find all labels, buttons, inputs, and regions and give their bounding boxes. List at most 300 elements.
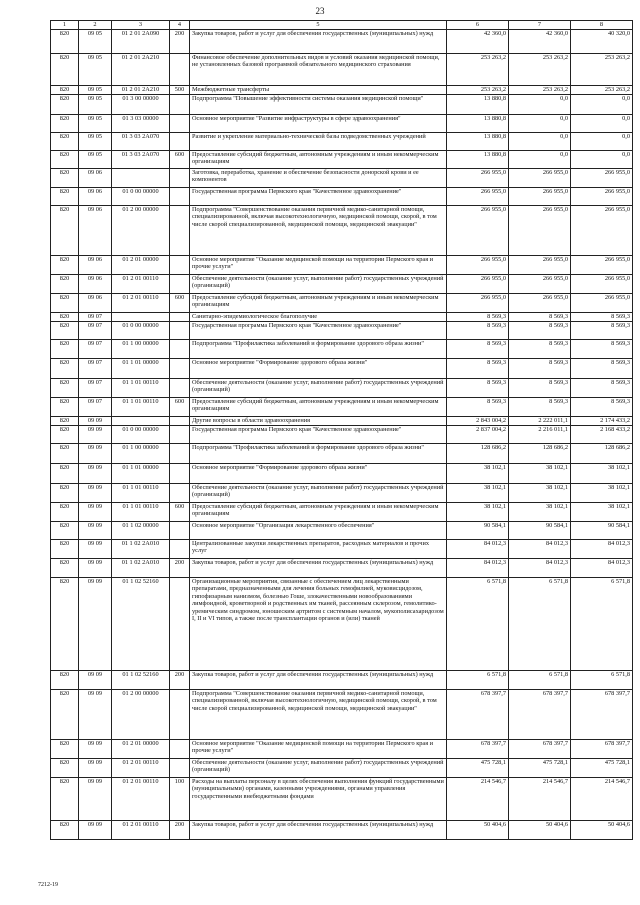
cell-amount-year-1: 8 569,3 — [447, 322, 509, 340]
cell-expense-type: 600 — [170, 294, 190, 313]
cell-expense-type — [170, 379, 190, 398]
cell-description: Финансовое обеспечение дополнительных видов и условий оказания медицинской помощи, не установленных базовой программой обязательного медицинского страхования — [190, 54, 447, 86]
cell-expense-type — [170, 690, 190, 740]
cell-expense-type — [170, 417, 190, 426]
cell-amount-year-1: 13 880,8 — [447, 95, 509, 115]
cell-amount-year-2: 2 216 011,1 — [509, 426, 571, 444]
cell-expense-type — [170, 95, 190, 115]
cell-section-code: 09 05 — [79, 86, 112, 95]
page-number: 23 — [315, 6, 325, 16]
cell-expense-type — [170, 256, 190, 275]
cell-amount-year-3: 2 168 433,2 — [571, 426, 633, 444]
cell-amount-year-3: 84 012,3 — [571, 540, 633, 559]
cell-amount-year-2: 8 569,3 — [509, 322, 571, 340]
cell-ministry-code: 820 — [51, 578, 79, 671]
cell-section-code: 09 06 — [79, 206, 112, 256]
cell-section-code: 09 07 — [79, 379, 112, 398]
cell-amount-year-2: 0,0 — [509, 95, 571, 115]
cell-amount-year-2: 84 012,3 — [509, 559, 571, 578]
cell-amount-year-1: 266 955,0 — [447, 275, 509, 294]
cell-description: Обеспечение деятельности (оказание услуг, выполнение работ) государственных учреждений (организаций) — [190, 275, 447, 294]
cell-expense-type — [170, 54, 190, 86]
cell-amount-year-2: 38 102,1 — [509, 484, 571, 503]
cell-description: Обеспечение деятельности (оказание услуг, выполнение работ) государственных учреждений (организаций) — [190, 379, 447, 398]
cell-ministry-code: 820 — [51, 740, 79, 759]
cell-amount-year-1: 13 880,8 — [447, 151, 509, 169]
cell-target-article: 01 2 00 00000 — [112, 690, 170, 740]
cell-amount-year-1: 128 686,2 — [447, 444, 509, 464]
cell-expense-type — [170, 115, 190, 133]
cell-amount-year-3: 6 571,8 — [571, 578, 633, 671]
table-row — [51, 313, 633, 322]
cell-target-article: 01 1 02 52160 — [112, 671, 170, 690]
cell-amount-year-2: 266 955,0 — [509, 206, 571, 256]
cell-section-code: 09 05 — [79, 54, 112, 86]
cell-ministry-code: 820 — [51, 340, 79, 359]
cell-amount-year-1: 253 263,2 — [447, 86, 509, 95]
cell-description: Предоставление субсидий бюджетным, автономным учреждениям и иным некоммерческим организациям — [190, 503, 447, 522]
cell-description: Заготовка, переработка, хранение и обеспечение безопасности донорской крови и ее компонентов — [190, 169, 447, 188]
cell-target-article: 01 1 02 52160 — [112, 578, 170, 671]
cell-description: Подпрограмма "Профилактика заболеваний и формирование здорового образа жизни" — [190, 444, 447, 464]
table-row — [51, 444, 633, 464]
cell-expense-type — [170, 578, 190, 671]
cell-description: Подпрограмма "Профилактика заболеваний и формирование здорового образа жизни" — [190, 340, 447, 359]
table-row — [51, 522, 633, 540]
table-row — [51, 294, 633, 313]
cell-amount-year-3: 2 174 433,2 — [571, 417, 633, 426]
table-row — [51, 426, 633, 444]
cell-amount-year-1: 6 571,8 — [447, 671, 509, 690]
cell-expense-type: 200 — [170, 671, 190, 690]
cell-target-article: 01 3 00 00000 — [112, 95, 170, 115]
cell-amount-year-2: 42 360,0 — [509, 30, 571, 54]
cell-ministry-code: 820 — [51, 359, 79, 379]
table-row — [51, 578, 633, 671]
cell-section-code: 09 09 — [79, 559, 112, 578]
cell-amount-year-2: 266 955,0 — [509, 256, 571, 275]
cell-amount-year-3: 84 012,3 — [571, 559, 633, 578]
cell-amount-year-3: 214 546,7 — [571, 778, 633, 821]
cell-section-code: 09 07 — [79, 340, 112, 359]
cell-ministry-code: 820 — [51, 115, 79, 133]
cell-target-article: 01 1 00 00000 — [112, 444, 170, 464]
cell-section-code: 09 06 — [79, 294, 112, 313]
cell-expense-type — [170, 540, 190, 559]
cell-amount-year-3: 253 263,2 — [571, 86, 633, 95]
cell-target-article: 01 2 01 2А090 — [112, 30, 170, 54]
cell-amount-year-3: 266 955,0 — [571, 275, 633, 294]
cell-amount-year-3: 266 955,0 — [571, 294, 633, 313]
table-row — [51, 340, 633, 359]
cell-target-article: 01 3 03 00000 — [112, 115, 170, 133]
cell-ministry-code: 820 — [51, 464, 79, 484]
table-row — [51, 379, 633, 398]
cell-description: Расходы на выплаты персоналу в целях обеспечения выполнения функций государственными (муниципальными) органами, казенными учреждениями, органами управления государственными внебюджетными фондами — [190, 778, 447, 821]
cell-section-code: 09 09 — [79, 417, 112, 426]
cell-amount-year-2: 475 728,1 — [509, 759, 571, 778]
cell-amount-year-2: 8 569,3 — [509, 359, 571, 379]
cell-expense-type — [170, 444, 190, 464]
cell-expense-type — [170, 464, 190, 484]
cell-target-article: 01 2 01 2А210 — [112, 54, 170, 86]
cell-amount-year-2: 0,0 — [509, 133, 571, 151]
cell-amount-year-3: 266 955,0 — [571, 256, 633, 275]
cell-amount-year-3: 8 569,3 — [571, 313, 633, 322]
cell-amount-year-3: 38 102,1 — [571, 484, 633, 503]
cell-target-article: 01 2 01 00110 — [112, 821, 170, 840]
cell-ministry-code: 820 — [51, 133, 79, 151]
table-row — [51, 133, 633, 151]
cell-target-article: 01 1 02 00000 — [112, 522, 170, 540]
cell-amount-year-1: 84 012,3 — [447, 540, 509, 559]
table-row — [51, 188, 633, 206]
cell-ministry-code: 820 — [51, 54, 79, 86]
cell-amount-year-3: 38 102,1 — [571, 503, 633, 522]
cell-target-article: 01 0 00 00000 — [112, 322, 170, 340]
cell-description: Основное мероприятие "Развитие инфраструктуры в сфере здравоохранения" — [190, 115, 447, 133]
cell-description: Обеспечение деятельности (оказание услуг, выполнение работ) государственных учреждений (организаций) — [190, 484, 447, 503]
cell-target-article: 01 2 01 2А210 — [112, 86, 170, 95]
cell-section-code: 09 05 — [79, 133, 112, 151]
cell-ministry-code: 820 — [51, 559, 79, 578]
table-row — [51, 398, 633, 417]
cell-expense-type — [170, 188, 190, 206]
cell-section-code: 09 07 — [79, 359, 112, 379]
cell-target-article: 01 1 01 00000 — [112, 359, 170, 379]
cell-ministry-code: 820 — [51, 379, 79, 398]
table-row — [51, 95, 633, 115]
cell-description: Межбюджетные трансферты — [190, 86, 447, 95]
cell-amount-year-3: 266 955,0 — [571, 188, 633, 206]
cell-description: Санитарно-эпидемиологическое благополучие — [190, 313, 447, 322]
cell-section-code: 09 09 — [79, 578, 112, 671]
cell-ministry-code: 820 — [51, 30, 79, 54]
cell-amount-year-3: 0,0 — [571, 133, 633, 151]
table-row — [51, 778, 633, 821]
cell-section-code: 09 09 — [79, 821, 112, 840]
cell-amount-year-3: 38 102,1 — [571, 464, 633, 484]
cell-section-code: 09 09 — [79, 740, 112, 759]
cell-amount-year-2: 8 569,3 — [509, 340, 571, 359]
cell-amount-year-1: 13 880,8 — [447, 133, 509, 151]
cell-section-code: 09 09 — [79, 540, 112, 559]
cell-target-article: 01 0 00 00000 — [112, 188, 170, 206]
table-row — [51, 275, 633, 294]
cell-description: Государственная программа Пермского края "Качественное здравоохранение" — [190, 426, 447, 444]
cell-ministry-code: 820 — [51, 444, 79, 464]
cell-description: Закупка товаров, работ и услуг для обеспечения государственных (муниципальных) нужд — [190, 559, 447, 578]
cell-description: Предоставление субсидий бюджетным, автономным учреждениям и иным некоммерческим организациям — [190, 294, 447, 313]
table-body — [51, 30, 633, 840]
cell-ministry-code: 820 — [51, 484, 79, 503]
cell-amount-year-3: 8 569,3 — [571, 322, 633, 340]
table-row — [51, 484, 633, 503]
column-header: 6 — [447, 21, 509, 30]
cell-amount-year-1: 8 569,3 — [447, 340, 509, 359]
cell-ministry-code: 820 — [51, 86, 79, 95]
cell-target-article: 01 1 01 00110 — [112, 503, 170, 522]
cell-section-code: 09 09 — [79, 690, 112, 740]
cell-description: Основное мероприятие "Оказание медицинской помощи на территории Пермского края и прочие услуги" — [190, 256, 447, 275]
cell-amount-year-1: 2 837 004,2 — [447, 426, 509, 444]
cell-amount-year-1: 266 955,0 — [447, 294, 509, 313]
cell-section-code: 09 09 — [79, 484, 112, 503]
cell-amount-year-1: 266 955,0 — [447, 256, 509, 275]
budget-table — [50, 20, 633, 840]
cell-amount-year-2: 678 397,7 — [509, 740, 571, 759]
cell-amount-year-3: 8 569,3 — [571, 340, 633, 359]
cell-target-article — [112, 169, 170, 188]
cell-description: Централизованные закупки лекарственных препаратов, расходных материалов и прочих услуг — [190, 540, 447, 559]
table-row — [51, 86, 633, 95]
cell-amount-year-2: 90 584,1 — [509, 522, 571, 540]
cell-amount-year-1: 475 728,1 — [447, 759, 509, 778]
cell-section-code: 09 09 — [79, 464, 112, 484]
cell-amount-year-1: 90 584,1 — [447, 522, 509, 540]
cell-description: Основное мероприятие "Оказание медицинской помощи на территории Пермского края и прочие услуги" — [190, 740, 447, 759]
cell-ministry-code: 820 — [51, 294, 79, 313]
cell-amount-year-3: 678 397,7 — [571, 690, 633, 740]
cell-description: Развитие и укрепление материально-технической базы подведомственных учреждений — [190, 133, 447, 151]
cell-amount-year-2: 50 404,6 — [509, 821, 571, 840]
cell-expense-type — [170, 275, 190, 294]
table-row — [51, 322, 633, 340]
cell-ministry-code: 820 — [51, 398, 79, 417]
cell-ministry-code: 820 — [51, 188, 79, 206]
cell-target-article: 01 2 01 00000 — [112, 740, 170, 759]
cell-amount-year-1: 42 360,0 — [447, 30, 509, 54]
cell-amount-year-1: 2 843 004,2 — [447, 417, 509, 426]
cell-ministry-code: 820 — [51, 503, 79, 522]
cell-amount-year-2: 253 263,2 — [509, 54, 571, 86]
cell-target-article: 01 1 01 00110 — [112, 484, 170, 503]
table-row — [51, 690, 633, 740]
cell-expense-type: 600 — [170, 151, 190, 169]
cell-expense-type: 500 — [170, 86, 190, 95]
cell-ministry-code: 820 — [51, 540, 79, 559]
cell-amount-year-3: 253 263,2 — [571, 54, 633, 86]
cell-expense-type — [170, 206, 190, 256]
cell-expense-type: 200 — [170, 559, 190, 578]
cell-expense-type: 200 — [170, 30, 190, 54]
cell-section-code: 09 07 — [79, 398, 112, 417]
cell-description: Предоставление субсидий бюджетным, автономным учреждениям и иным некоммерческим организациям — [190, 151, 447, 169]
table-row — [51, 671, 633, 690]
cell-amount-year-1: 13 880,8 — [447, 115, 509, 133]
cell-amount-year-2: 266 955,0 — [509, 169, 571, 188]
cell-ministry-code: 820 — [51, 95, 79, 115]
cell-ministry-code: 820 — [51, 275, 79, 294]
cell-description: Закупка товаров, работ и услуг для обеспечения государственных (муниципальных) нужд — [190, 30, 447, 54]
table-row — [51, 740, 633, 759]
cell-section-code: 09 06 — [79, 169, 112, 188]
cell-expense-type — [170, 133, 190, 151]
table-row — [51, 417, 633, 426]
table-row — [51, 464, 633, 484]
cell-amount-year-2: 6 571,8 — [509, 671, 571, 690]
cell-section-code: 09 05 — [79, 30, 112, 54]
table-row — [51, 54, 633, 86]
table-row — [51, 359, 633, 379]
cell-amount-year-2: 38 102,1 — [509, 503, 571, 522]
cell-amount-year-2: 0,0 — [509, 151, 571, 169]
cell-target-article — [112, 417, 170, 426]
cell-amount-year-2: 38 102,1 — [509, 464, 571, 484]
cell-amount-year-2: 214 546,7 — [509, 778, 571, 821]
cell-description: Обеспечение деятельности (оказание услуг, выполнение работ) государственных учреждений (организаций) — [190, 759, 447, 778]
cell-amount-year-2: 266 955,0 — [509, 294, 571, 313]
cell-amount-year-3: 8 569,3 — [571, 359, 633, 379]
cell-amount-year-2: 128 686,2 — [509, 444, 571, 464]
cell-amount-year-3: 128 686,2 — [571, 444, 633, 464]
cell-expense-type: 600 — [170, 398, 190, 417]
cell-amount-year-1: 8 569,3 — [447, 313, 509, 322]
cell-target-article: 01 2 01 00110 — [112, 759, 170, 778]
cell-expense-type: 600 — [170, 503, 190, 522]
table-row — [51, 540, 633, 559]
cell-amount-year-2: 2 222 011,1 — [509, 417, 571, 426]
cell-amount-year-1: 50 404,6 — [447, 821, 509, 840]
cell-expense-type — [170, 313, 190, 322]
cell-section-code: 09 05 — [79, 151, 112, 169]
cell-amount-year-3: 90 584,1 — [571, 522, 633, 540]
column-header: 2 — [79, 21, 112, 30]
cell-expense-type — [170, 359, 190, 379]
cell-expense-type — [170, 740, 190, 759]
cell-ministry-code: 820 — [51, 417, 79, 426]
cell-target-article: 01 2 01 00000 — [112, 256, 170, 275]
cell-ministry-code: 820 — [51, 759, 79, 778]
cell-amount-year-1: 8 569,3 — [447, 359, 509, 379]
column-header: 5 — [190, 21, 447, 30]
table-row — [51, 30, 633, 54]
cell-description: Государственная программа Пермского края "Качественное здравоохранение" — [190, 322, 447, 340]
cell-section-code: 09 06 — [79, 188, 112, 206]
cell-section-code: 09 06 — [79, 256, 112, 275]
cell-ministry-code: 820 — [51, 169, 79, 188]
cell-amount-year-3: 40 320,0 — [571, 30, 633, 54]
cell-amount-year-1: 266 955,0 — [447, 188, 509, 206]
cell-description: Другие вопросы в области здравоохранения — [190, 417, 447, 426]
cell-expense-type — [170, 484, 190, 503]
cell-amount-year-1: 678 397,7 — [447, 690, 509, 740]
cell-ministry-code: 820 — [51, 671, 79, 690]
cell-section-code: 09 09 — [79, 426, 112, 444]
cell-amount-year-2: 0,0 — [509, 115, 571, 133]
cell-amount-year-2: 8 569,3 — [509, 379, 571, 398]
cell-target-article: 01 1 01 00110 — [112, 398, 170, 417]
cell-amount-year-3: 266 955,0 — [571, 169, 633, 188]
cell-description: Подпрограмма "Повышение эффективности системы оказания медицинской помощи" — [190, 95, 447, 115]
cell-expense-type: 100 — [170, 778, 190, 821]
cell-expense-type — [170, 426, 190, 444]
cell-amount-year-1: 678 397,7 — [447, 740, 509, 759]
cell-section-code: 09 09 — [79, 778, 112, 821]
cell-amount-year-3: 266 955,0 — [571, 206, 633, 256]
cell-amount-year-1: 266 955,0 — [447, 169, 509, 188]
table-row — [51, 206, 633, 256]
cell-amount-year-2: 8 569,3 — [509, 398, 571, 417]
cell-amount-year-1: 38 102,1 — [447, 484, 509, 503]
cell-ministry-code: 820 — [51, 690, 79, 740]
cell-target-article: 01 1 00 00000 — [112, 340, 170, 359]
cell-description: Закупка товаров, работ и услуг для обеспечения государственных (муниципальных) нужд — [190, 821, 447, 840]
cell-amount-year-3: 8 569,3 — [571, 398, 633, 417]
cell-target-article: 01 3 03 2А070 — [112, 151, 170, 169]
cell-target-article: 01 2 01 00110 — [112, 778, 170, 821]
cell-amount-year-3: 475 728,1 — [571, 759, 633, 778]
cell-amount-year-3: 678 397,7 — [571, 740, 633, 759]
cell-description: Государственная программа Пермского края "Качественное здравоохранение" — [190, 188, 447, 206]
cell-amount-year-2: 266 955,0 — [509, 275, 571, 294]
cell-ministry-code: 820 — [51, 426, 79, 444]
column-header: 1 — [51, 21, 79, 30]
cell-ministry-code: 820 — [51, 322, 79, 340]
cell-section-code: 09 09 — [79, 671, 112, 690]
cell-amount-year-3: 6 571,8 — [571, 671, 633, 690]
cell-ministry-code: 820 — [51, 256, 79, 275]
cell-target-article: 01 2 00 00000 — [112, 206, 170, 256]
cell-target-article: 01 2 01 00110 — [112, 275, 170, 294]
cell-ministry-code: 820 — [51, 522, 79, 540]
cell-amount-year-3: 0,0 — [571, 95, 633, 115]
cell-amount-year-3: 50 404,6 — [571, 821, 633, 840]
cell-amount-year-2: 266 955,0 — [509, 188, 571, 206]
column-header: 3 — [112, 21, 170, 30]
cell-target-article: 01 0 00 00000 — [112, 426, 170, 444]
cell-description: Основное мероприятие "Организация лекарственного обеспечения" — [190, 522, 447, 540]
cell-description: Основное мероприятие "Формирование здорового образа жизни" — [190, 464, 447, 484]
cell-description: Предоставление субсидий бюджетным, автономным учреждениям и иным некоммерческим организациям — [190, 398, 447, 417]
cell-amount-year-2: 253 263,2 — [509, 86, 571, 95]
cell-amount-year-1: 8 569,3 — [447, 379, 509, 398]
cell-target-article: 01 1 02 2А010 — [112, 540, 170, 559]
cell-amount-year-2: 6 571,8 — [509, 578, 571, 671]
cell-target-article: 01 1 02 2А010 — [112, 559, 170, 578]
cell-ministry-code: 820 — [51, 821, 79, 840]
cell-amount-year-3: 8 569,3 — [571, 379, 633, 398]
cell-amount-year-2: 678 397,7 — [509, 690, 571, 740]
cell-expense-type — [170, 522, 190, 540]
table-row — [51, 821, 633, 840]
cell-target-article: 01 1 01 00110 — [112, 379, 170, 398]
cell-target-article — [112, 313, 170, 322]
cell-amount-year-2: 8 569,3 — [509, 313, 571, 322]
cell-description: Организационные мероприятия, связанные с обеспечением лиц лекарственными препаратами, предназначенными для лечения больных гемофилией, муковисцидозом, гипофизарным нанизмом, болезнью Гоше, злокачественными новообразованиями лимфоидной, кроветворной и родственных им тканей, рассеянным склерозом, гемолитико-уремическим синдромом, юношеским артритом с системным началом, мукополисахаридозом I, II и VI типов, а также после трансплантации органов и (или) тканей — [190, 578, 447, 671]
cell-ministry-code: 820 — [51, 151, 79, 169]
table-row — [51, 169, 633, 188]
cell-description: Закупка товаров, работ и услуг для обеспечения государственных (муниципальных) нужд — [190, 671, 447, 690]
column-header: 8 — [571, 21, 633, 30]
cell-expense-type — [170, 340, 190, 359]
cell-amount-year-1: 84 012,3 — [447, 559, 509, 578]
cell-ministry-code: 820 — [51, 206, 79, 256]
cell-amount-year-1: 38 102,1 — [447, 503, 509, 522]
table-row — [51, 151, 633, 169]
cell-amount-year-3: 0,0 — [571, 115, 633, 133]
cell-section-code: 09 09 — [79, 522, 112, 540]
cell-section-code: 09 07 — [79, 322, 112, 340]
cell-amount-year-1: 8 569,3 — [447, 398, 509, 417]
cell-section-code: 09 06 — [79, 275, 112, 294]
cell-expense-type — [170, 169, 190, 188]
cell-section-code: 09 05 — [79, 115, 112, 133]
cell-target-article: 01 2 01 00110 — [112, 294, 170, 313]
cell-section-code: 09 05 — [79, 95, 112, 115]
table-row — [51, 115, 633, 133]
cell-target-article: 01 1 01 00000 — [112, 464, 170, 484]
